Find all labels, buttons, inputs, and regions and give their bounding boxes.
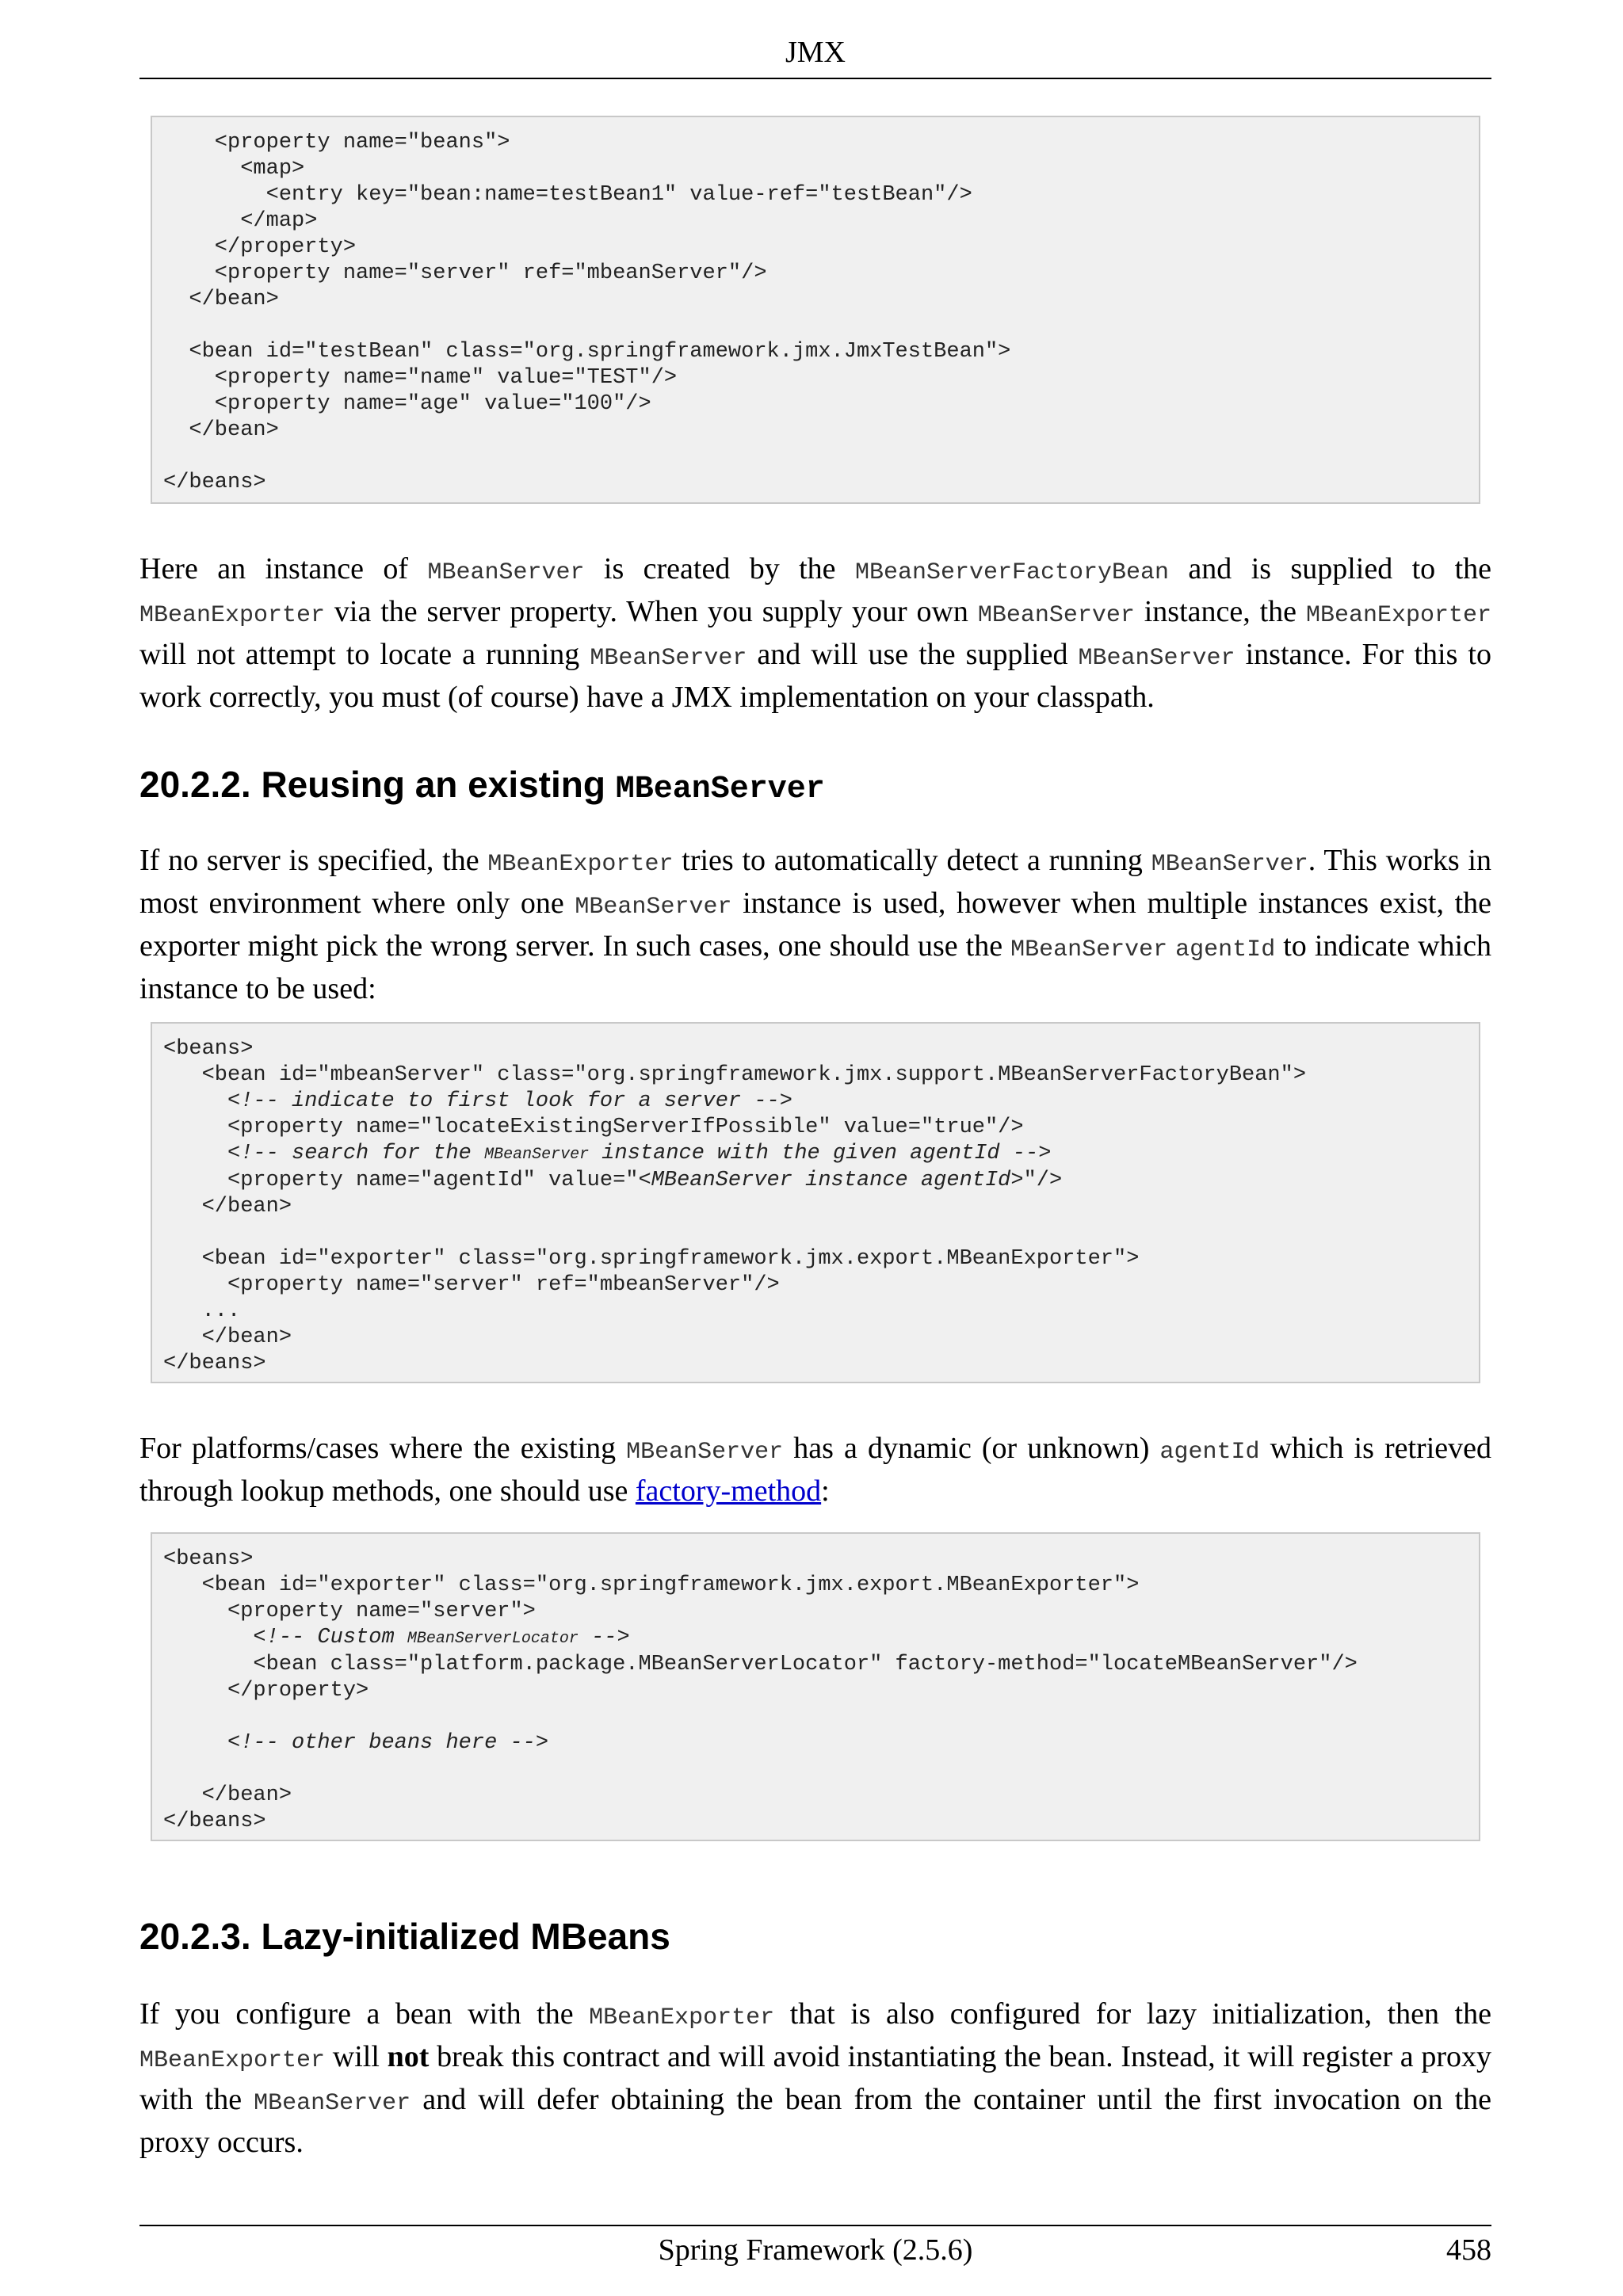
code-block-beans-config bbox=[151, 116, 1480, 504]
code-line: <entry key="bean:name=testBean1" value-ref="testBean"/> bbox=[163, 183, 972, 207]
code-block-factory-method: <beans> <bean id="exporter" class="org.springframework.jmx.export.MBeanExporter"> <property name="server"> <!-- Custom MBeanServerLocator --> <bean class="platform.package.MBeanServerLocator" factory-method="locateMBeanServer"/> </property> <!-- other beans here --> </bean> </beans> bbox=[151, 1532, 1480, 1841]
section-heading-lazy-initialized: 20.2.3. Lazy-initialized MBeans bbox=[139, 1916, 670, 1957]
code-line: </beans> bbox=[163, 471, 266, 494]
code-line: <property name="name" value="TEST"/> bbox=[163, 366, 678, 390]
page-footer bbox=[139, 2225, 1491, 2272]
code-line: <map> bbox=[163, 157, 305, 181]
paragraph-no-server-specified: If no server is specified, the MBeanExporter tries to automatically detect a running MBeanServer. This works in most environment where only one MBeanServer instance is used, however when multiple instances exist, the exporter might pick the wrong server. In such cases, one should use the MBeanServer agentId to indicate which instance to be used: bbox=[139, 844, 1492, 1005]
code-line: <property name="age" value="100"/> bbox=[163, 392, 651, 416]
code-line: <bean id="testBean" class="org.springframework.jmx.JmxTestBean"> bbox=[163, 340, 1011, 364]
code-line: </property> bbox=[163, 235, 357, 259]
paragraph-lazy-initialization: If you configure a bean with the MBeanExporter that is also configured for lazy initialization, then the MBeanExporter will not break this contract and will avoid instantiating the bean. Instead, it will register a proxy with the MBeanServer and will defer obtaining the bean from the container until the first invocation on the proxy occurs. bbox=[139, 1997, 1491, 2159]
code-line: <property name="beans"> bbox=[163, 131, 510, 154]
running-header: JMX bbox=[139, 35, 1491, 79]
factory-method-link[interactable]: factory-method bbox=[635, 1474, 822, 1508]
code-line: <property name="server" ref="mbeanServer"/> bbox=[163, 261, 767, 285]
code-block-agentid-config: <beans> <bean id="mbeanServer" class="org.springframework.jmx.support.MBeanServerFactoryBean"> <!-- indicate to first look for a server --> <property name="locateExistingServerIfPossible" value="true"/> <!-- search for the MBeanServer instance with the given agentId --> <property name="agentId" value="<MBeanServer instance agentId>"/> </bean> <bean id="exporter" class="org.springframework.jmx.export.MBeanExporter"> <property name="server" ref="mbeanServer"/> ... </bean> </beans> bbox=[151, 1022, 1480, 1383]
code-line: </map> bbox=[163, 209, 318, 233]
code-line: </bean> bbox=[163, 288, 279, 311]
page-number: 458 bbox=[1446, 2233, 1491, 2267]
code-line: </bean> bbox=[163, 418, 279, 442]
section-heading-reusing-mbeanserver: 20.2.2. Reusing an existing MBeanServer bbox=[139, 764, 825, 807]
footer-title: Spring Framework (2.5.6) bbox=[658, 2233, 973, 2267]
paragraph-mbeanserver-instance: Here an instance of MBeanServer is created by the MBeanServerFactoryBean and is supplied to the MBeanExporter via the server property. When you supply your own MBeanServer instance, the MBeanExporter will not attempt to locate a running MBeanServer and will use the supplied MBeanServer instance. For this to work correctly, you must (of course) have a JMX implementation on your classpath. bbox=[139, 552, 1491, 714]
paragraph-dynamic-agentid: For platforms/cases where the existing MBeanServer has a dynamic (or unknown) agentId which is retrieved through lookup methods, one should use factory-method: bbox=[139, 1432, 1491, 1508]
